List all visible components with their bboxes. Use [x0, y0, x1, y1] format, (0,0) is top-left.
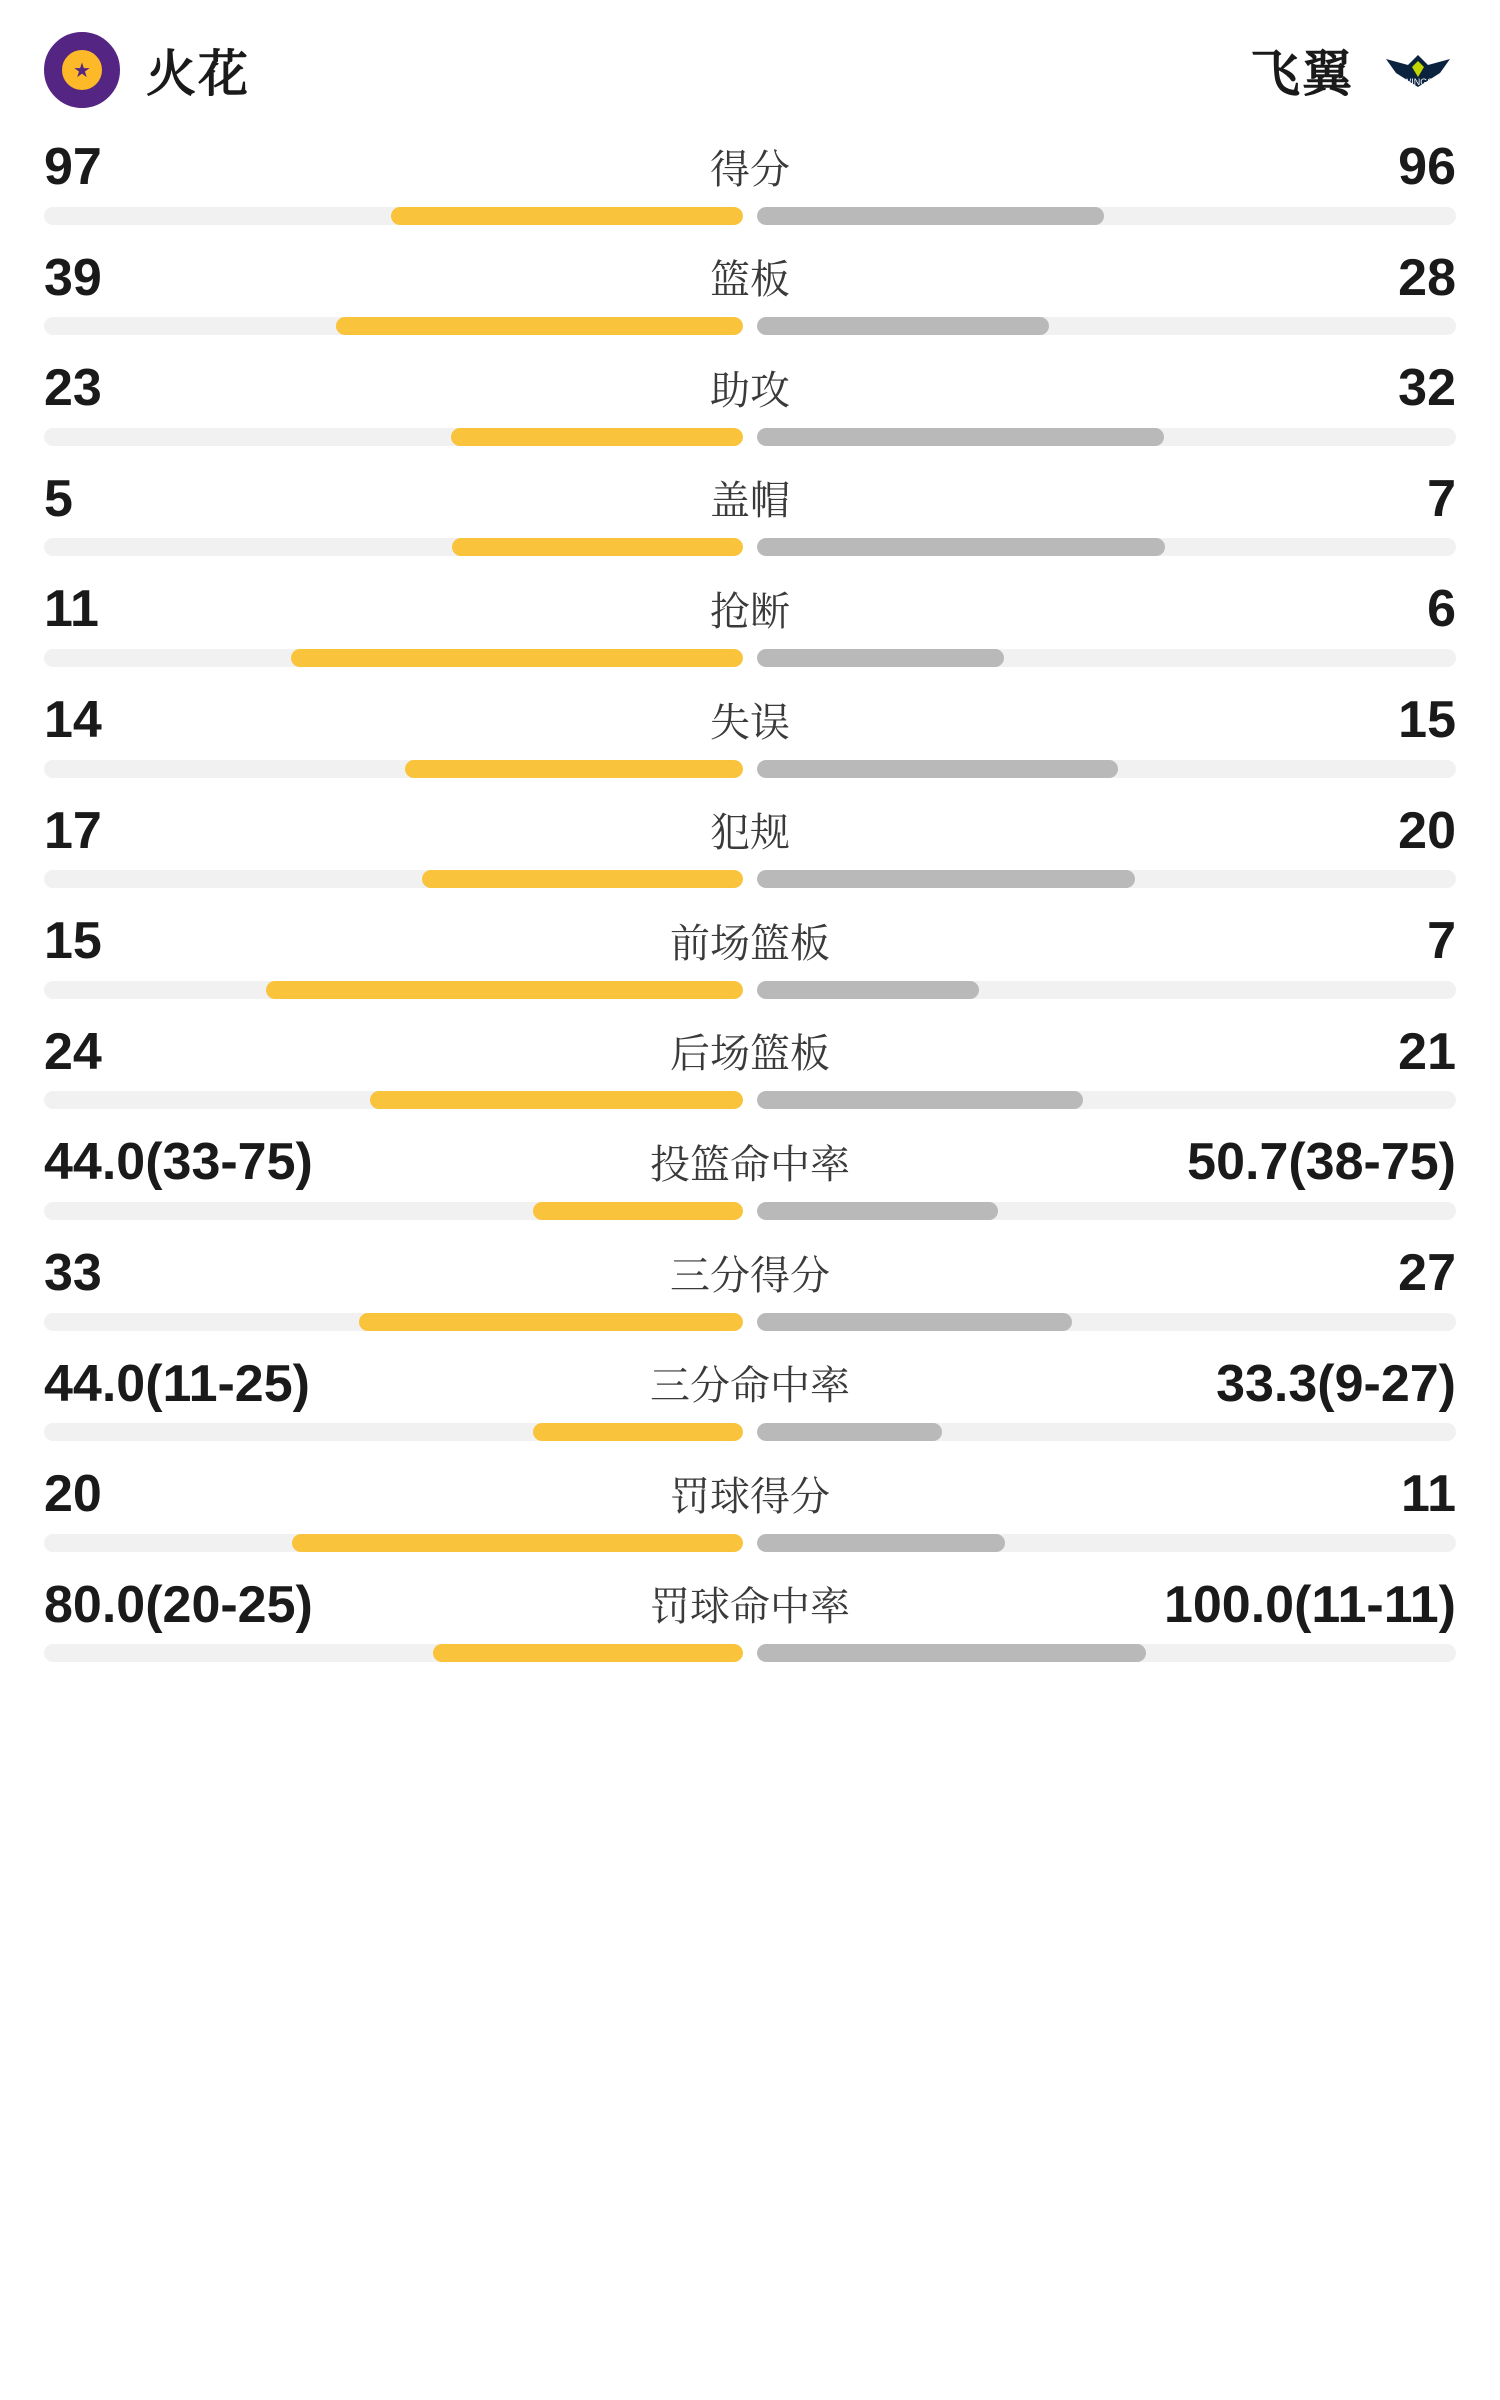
- stat-right-value: 100.0(11-11): [1163, 1575, 1456, 1634]
- stat-label: 犯规: [710, 811, 790, 856]
- stat-row: [0, 361, 1500, 446]
- stat-values: [44, 914, 1456, 969]
- stat-label: 三分得分: [670, 1253, 830, 1298]
- stat-values: [44, 248, 1456, 307]
- stat-label: 篮板: [710, 258, 790, 303]
- stat-bar-right: [757, 1313, 1456, 1331]
- stat-bars: [44, 981, 1456, 999]
- stat-row: [0, 582, 1500, 667]
- stat-values: [44, 582, 1456, 637]
- stat-right-value: 15: [1398, 690, 1456, 749]
- stat-bars: [44, 1313, 1456, 1331]
- stat-bar-right: [757, 981, 1456, 999]
- stat-bar-right: [757, 1202, 1456, 1220]
- stat-bar-left: [44, 1534, 743, 1552]
- stat-values: [44, 1243, 1456, 1302]
- stat-label: 得分: [710, 147, 790, 192]
- stat-right-value: 20: [1398, 801, 1456, 860]
- stat-values: [44, 690, 1456, 749]
- stat-right-value: 27: [1398, 1243, 1456, 1302]
- sparks-logo-inner: ★: [59, 47, 105, 93]
- stat-left-value: 20: [44, 1465, 102, 1524]
- stat-bars: [44, 1423, 1456, 1441]
- stat-bar-right: [757, 649, 1456, 667]
- stat-row: [0, 140, 1500, 225]
- stat-row: [0, 1243, 1500, 1331]
- stat-bar-right: [757, 760, 1456, 778]
- stat-bar-left: [44, 1091, 743, 1109]
- stat-bar-right: [757, 317, 1456, 335]
- stat-label: 投篮命中率: [650, 1142, 850, 1187]
- stat-label: 三分命中率: [650, 1364, 850, 1409]
- stat-left-value: 80.0(20-25): [44, 1575, 313, 1634]
- team-left: [44, 32, 750, 108]
- stat-label: 助攻: [710, 368, 790, 413]
- stat-bar-left: [44, 538, 743, 556]
- stat-label: 抢断: [710, 589, 790, 634]
- stat-bar-left: [44, 649, 743, 667]
- stat-bar-right: [757, 428, 1456, 446]
- stat-left-value: 23: [44, 359, 102, 418]
- stat-left-value: 39: [44, 248, 102, 307]
- stat-bar-left: [44, 207, 743, 225]
- stat-row: [0, 1467, 1500, 1552]
- stat-row: [0, 914, 1500, 999]
- stat-left-value: 17: [44, 801, 102, 860]
- stat-bar-right: [757, 1644, 1456, 1662]
- stat-left-value: 15: [44, 912, 102, 971]
- stat-bars: [44, 870, 1456, 888]
- svg-text:WINGS: WINGS: [1402, 77, 1434, 87]
- stat-values: [44, 1135, 1456, 1190]
- stat-right-value: 28: [1398, 248, 1456, 307]
- stat-bar-left: [44, 317, 743, 335]
- stat-bars: [44, 317, 1456, 335]
- stat-row: [0, 248, 1500, 336]
- stat-left-value: 44.0(11-25): [44, 1354, 310, 1413]
- stat-label: 罚球命中率: [650, 1585, 850, 1630]
- stat-left-value: 24: [44, 1022, 102, 1081]
- stat-right-value: 11: [1401, 1465, 1456, 1524]
- stat-right-value: 50.7(38-75): [1187, 1133, 1456, 1192]
- stat-right-value: 6: [1427, 580, 1456, 639]
- stat-values: [44, 140, 1456, 195]
- stat-row: [0, 801, 1500, 889]
- stat-left-value: 5: [44, 469, 73, 528]
- stat-bar-left: [44, 760, 743, 778]
- stats-list: [0, 140, 1500, 1662]
- stat-label: 失误: [710, 700, 790, 745]
- stat-bars: [44, 1202, 1456, 1220]
- stat-row: [0, 1135, 1500, 1220]
- stat-bar-left: [44, 1423, 743, 1441]
- stat-left-value: 14: [44, 690, 102, 749]
- sparks-logo-icon: [44, 32, 120, 108]
- stat-bar-left: [44, 981, 743, 999]
- stat-right-value: 7: [1427, 469, 1456, 528]
- stat-bars: [44, 760, 1456, 778]
- stat-values: [44, 1022, 1456, 1081]
- stat-values: [44, 1354, 1456, 1413]
- stat-right-value: 96: [1398, 138, 1456, 196]
- stat-left-value: 44.0(33-75): [44, 1133, 313, 1192]
- scoreboard-header: [0, 0, 1500, 140]
- stat-row: [0, 469, 1500, 557]
- stat-row: [0, 1575, 1500, 1663]
- stat-values: [44, 801, 1456, 860]
- stat-bar-left: [44, 428, 743, 446]
- stat-bar-left: [44, 1202, 743, 1220]
- stat-bars: [44, 1091, 1456, 1109]
- team-right: [750, 32, 1456, 108]
- stat-left-value: 11: [44, 580, 99, 639]
- left-team-name: 火花: [146, 46, 250, 102]
- stat-values: [44, 1467, 1456, 1522]
- stat-bar-left: [44, 1644, 743, 1662]
- stat-right-value: 21: [1398, 1022, 1456, 1081]
- stat-right-value: 32: [1398, 359, 1456, 418]
- stat-bar-right: [757, 1534, 1456, 1552]
- stat-bar-right: [757, 870, 1456, 888]
- stat-label: 后场篮板: [670, 1032, 830, 1077]
- right-team-name: 飞翼: [1250, 46, 1354, 102]
- stat-bar-right: [757, 207, 1456, 225]
- stat-bar-right: [757, 1091, 1456, 1109]
- stat-label: 前场篮板: [670, 921, 830, 966]
- stat-bars: [44, 1534, 1456, 1552]
- stat-bars: [44, 649, 1456, 667]
- stat-bars: [44, 207, 1456, 225]
- stat-bar-right: [757, 1423, 1456, 1441]
- stat-row: [0, 690, 1500, 778]
- wings-logo-icon: [1380, 32, 1456, 108]
- stat-left-value: 33: [44, 1243, 102, 1302]
- stat-bar-left: [44, 1313, 743, 1331]
- stat-right-value: 7: [1427, 912, 1456, 971]
- stat-values: [44, 1575, 1456, 1634]
- stat-bars: [44, 538, 1456, 556]
- stat-row: [0, 1354, 1500, 1442]
- stat-right-value: 33.3(9-27): [1216, 1354, 1456, 1413]
- stat-bars: [44, 428, 1456, 446]
- stat-label: 罚球得分: [670, 1474, 830, 1519]
- stat-values: [44, 469, 1456, 528]
- stat-row: [0, 1022, 1500, 1110]
- stat-bar-right: [757, 538, 1456, 556]
- stat-bars: [44, 1644, 1456, 1662]
- stat-bar-left: [44, 870, 743, 888]
- stat-values: [44, 361, 1456, 416]
- stat-label: 盖帽: [710, 479, 790, 524]
- stat-left-value: 97: [44, 138, 102, 196]
